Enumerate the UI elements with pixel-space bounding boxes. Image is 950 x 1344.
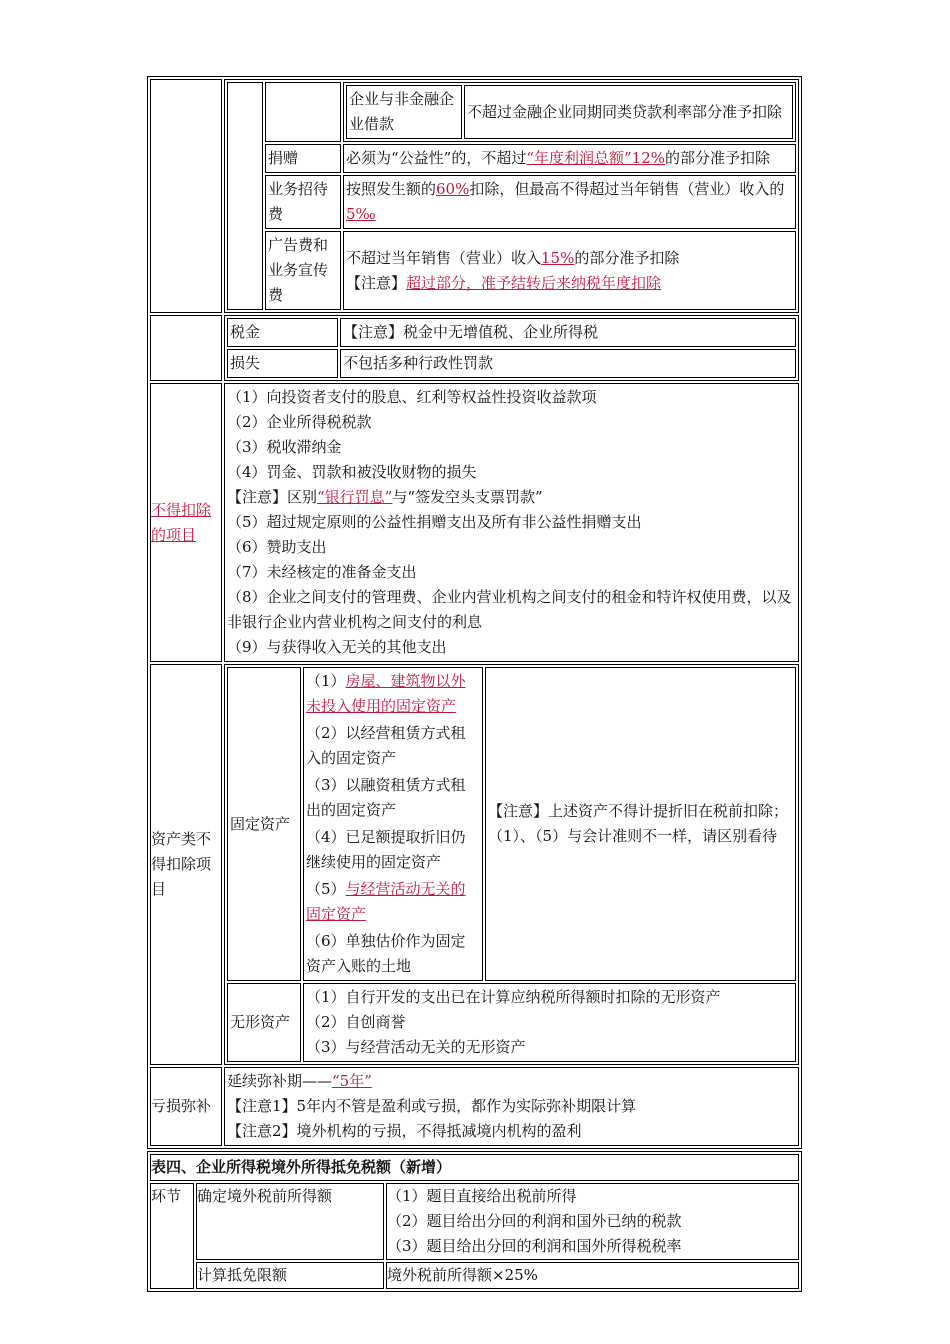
assets-label: 资产类不得扣除项目 (150, 664, 222, 1065)
list-item: （4）罚金、罚款和被没收财物的损失 (227, 463, 477, 481)
donation-highlight: “年度利润总额”12% (526, 149, 666, 167)
table4-row2-label: 计算抵免限额 (196, 1262, 384, 1289)
tax-row (150, 315, 799, 381)
table4-row1-list (386, 1183, 799, 1260)
table4-title: 表四、企业所得税境外所得抵免税额（新增） (150, 1154, 799, 1181)
list-item: （3）与经营活动无关的无形资产 (306, 1038, 526, 1056)
tax-deduction-table (147, 76, 802, 1149)
entertainment-60-highlight: 60% (436, 180, 470, 198)
fixed-item-5: （5）与经营活动无关的固定资产 (306, 880, 466, 923)
table4-col-label: 环节 (150, 1183, 194, 1289)
entertainment-label: 业务招待费 (265, 175, 341, 229)
donation-rule: 必须为“公益性”的，不超过“年度利润总额”12%的部分准予扣除 (343, 144, 796, 173)
list-item: （5）超过规定原则的公益性捐赠支出及所有非公益性捐赠支出 (227, 513, 642, 531)
expenses-subcategory-cell (227, 82, 263, 310)
list-item: （3）题目给出分回的利润和国外所得税税率 (387, 1237, 682, 1255)
list-item: （3）税收滞纳金 (227, 438, 342, 456)
loss-label: 损失 (227, 349, 338, 378)
fixed-item-3: （3）以融资租赁方式租出的固定资产 (306, 776, 466, 819)
five-year-highlight: “5年” (332, 1072, 372, 1090)
list-item: （9）与获得收入无关的其他支出 (227, 638, 447, 656)
assets-block (150, 664, 799, 1065)
advertising-note-highlight: 超过部分，准予结转后来纳税年度扣除 (406, 273, 662, 292)
table4 (147, 1151, 802, 1292)
table4-row2-value: 境外税前所得额×25% (386, 1262, 799, 1289)
list-item: （1）题目直接给出税前所得 (387, 1187, 577, 1205)
non-deductible-list (224, 383, 799, 662)
advertising-label: 广告费和业务宣传费 (265, 231, 341, 310)
loss-carry-label: 亏损弥补 (150, 1067, 222, 1146)
borrow-type-cell: 企业与非金融企业借款 (346, 85, 462, 139)
tax-label: 税金 (227, 318, 338, 347)
intangible-assets-label: 无形资产 (227, 983, 301, 1062)
finance-label-cell (265, 82, 341, 142)
fixed-item-2: （2）以经营租赁方式租入的固定资产 (306, 724, 466, 767)
list-item: （2）自创商誉 (306, 1013, 406, 1031)
expenses-block (150, 79, 799, 313)
loss-note: 不包括多种行政性罚款 (340, 349, 796, 378)
tax-note: 【注意】税金中无增值税、企业所得税 (340, 318, 796, 347)
loss-carry-block (150, 1067, 799, 1146)
list-item: （7）未经核定的准备金支出 (227, 563, 417, 581)
loss-carry-content: 延续弥补期——“5年” 【注意1】5年内不管是盈利或亏损，都作为实际弥补期限计算 【注意2】境外机构的亏损，不得抵减境内机构的盈利 (224, 1067, 799, 1146)
list-item: （2）企业所得税税款 (227, 413, 372, 431)
list-item: （1）向投资者支付的股息、红利等权益性投资收益款项 (227, 388, 597, 406)
intangible-assets-list (303, 983, 796, 1062)
fixed-assets-label: 固定资产 (227, 667, 301, 981)
list-item-note: 【注意】区别“银行罚息”与“签发空头支票罚款” (227, 488, 543, 506)
expenses-category-cell (150, 79, 222, 313)
fixed-item-6: （6）单独估价作为固定资产入账的土地 (306, 932, 466, 975)
donation-label: 捐赠 (265, 144, 341, 173)
advertising-15-highlight: 15% (541, 248, 575, 267)
advertising-rule: 不超过当年销售（营业）收入15%的部分准予扣除 【注意】超过部分，准予结转后来纳税年度扣除 (343, 231, 796, 310)
entertainment-rule: 按照发生额的60%扣除，但最高不得超过当年销售（营业）收入的5‰ (343, 175, 796, 229)
bank-penalty-highlight: “银行罚息” (317, 488, 393, 506)
list-item: （2）题目给出分回的利润和国外已纳的税款 (387, 1212, 682, 1230)
list-item: （8）企业之间支付的管理费、企业内营业机构之间支付的租金和特许权使用费，以及非银行企业内营业机构之间支付的利息 (227, 588, 792, 631)
document-body (147, 76, 802, 1292)
fixed-item-1: （1）房屋、建筑物以外未投入使用的固定资产 (306, 672, 466, 715)
list-item: （6）赞助支出 (227, 538, 327, 556)
non-deductible-block (150, 383, 799, 662)
entertainment-5permil-highlight: 5‰ (346, 205, 376, 223)
fixed-item-4: （4）已足额提取折旧仍继续使用的固定资产 (306, 828, 466, 871)
list-item: （1）自行开发的支出已在计算应纳税所得额时扣除的无形资产 (306, 988, 721, 1006)
table4-row1-label: 确定境外税前所得额 (196, 1183, 384, 1260)
borrow-rule-cell: 不超过金融企业同期同类贷款利率部分准予扣除 (464, 85, 793, 139)
fixed-assets-note: 【注意】上述资产不得计提折旧在税前扣除；（1）、（5）与会计准则不一样，请区别看待 (485, 667, 796, 981)
non-deductible-label[interactable]: 不得扣除的项目 (150, 383, 222, 662)
